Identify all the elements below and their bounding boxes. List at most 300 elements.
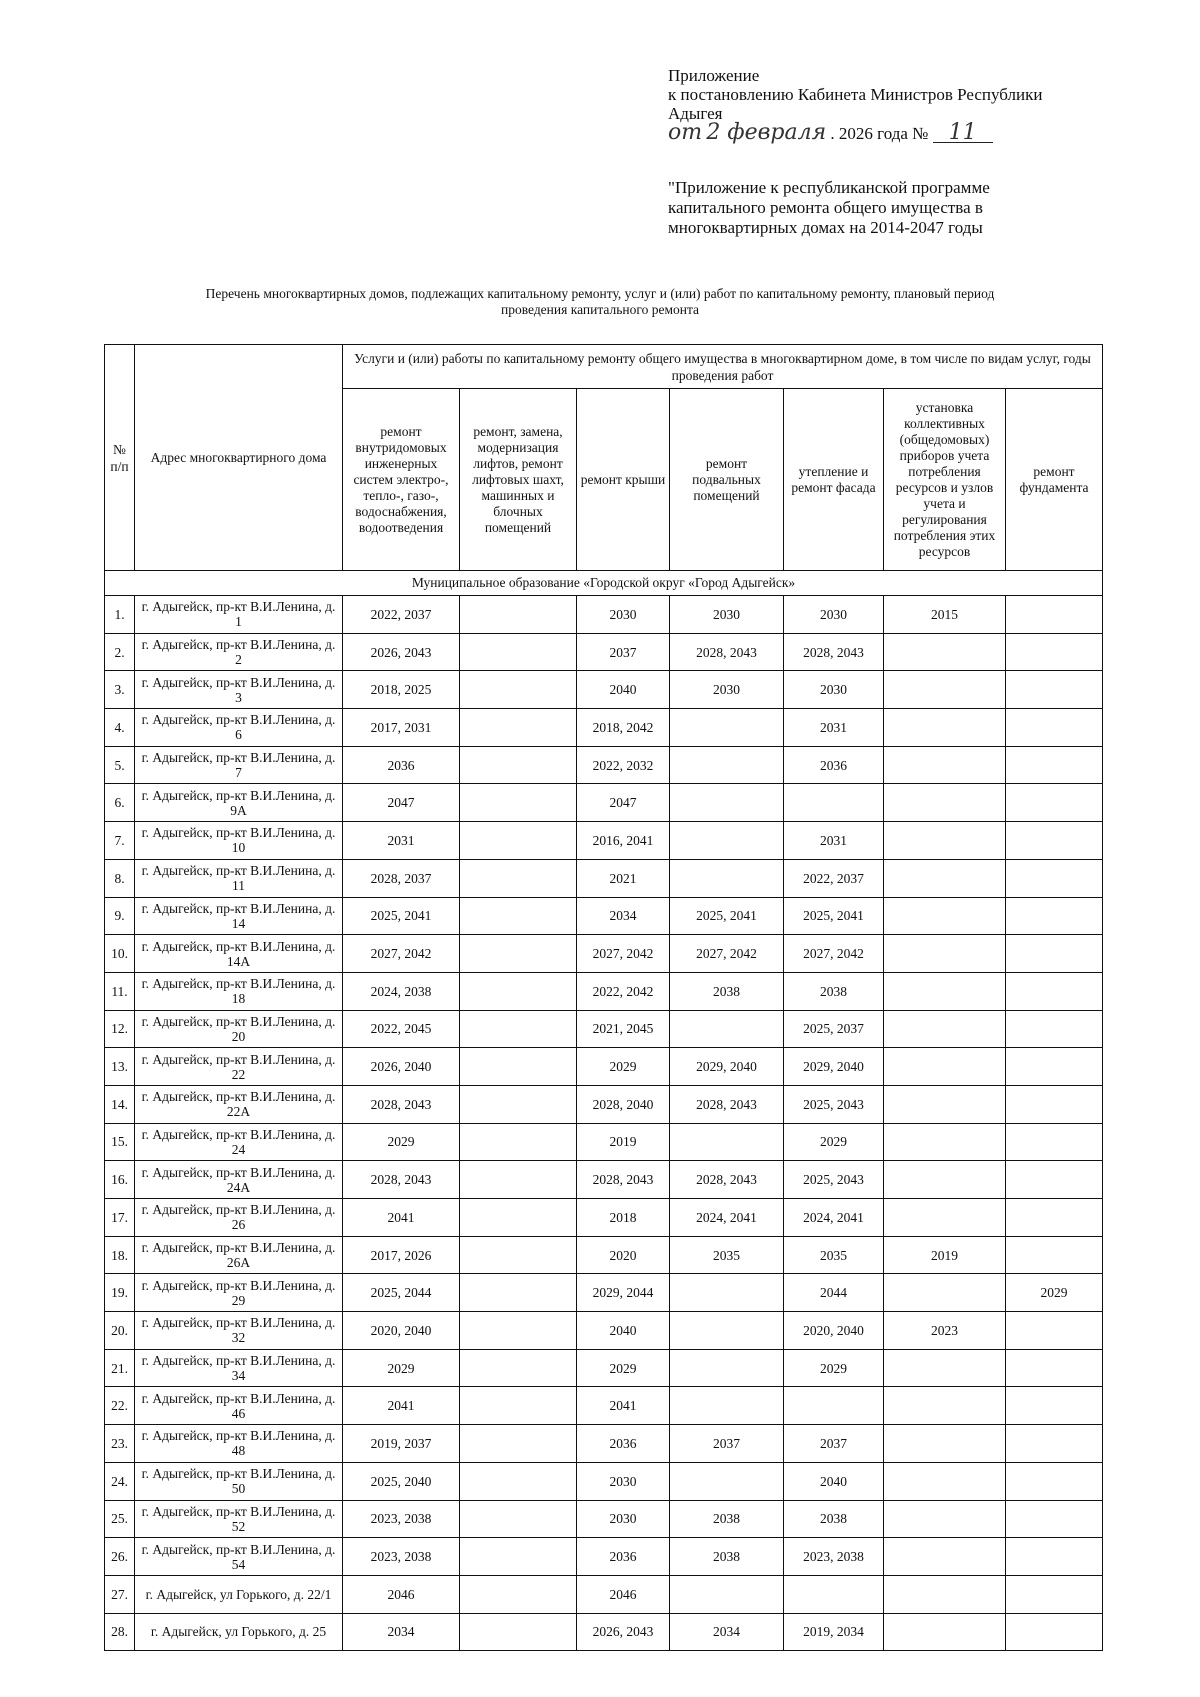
cell-foundation [1006,1312,1103,1350]
row-number: 26. [105,1538,135,1576]
cell-roof: 2047 [577,784,670,822]
cell-meters: 2023 [884,1312,1006,1350]
appendix-header [668,66,1108,143]
cell-facade: 2030 [784,671,884,709]
cell-elevators [460,972,577,1010]
cell-elevators [460,1500,577,1538]
table-row [105,633,1103,671]
col-header-foundation: ремонт фундамента [1006,389,1103,571]
cell-elevators [460,1274,577,1312]
cell-elevators [460,746,577,784]
cell-roof: 2019 [577,1123,670,1161]
col-header-engineering-systems: ремонт внутридомовых инженерных систем электро-, тепло-, газо-, водоснабжения, водоотведения [343,389,460,571]
row-address: г. Адыгейск, пр-кт В.И.Ленина, д. 20 [135,1010,343,1048]
cell-facade: 2030 [784,596,884,634]
cell-engineering-systems: 2029 [343,1349,460,1387]
title-line-2: проведения капитального ремонта [500,302,700,317]
cell-roof: 2034 [577,897,670,935]
cell-elevators [460,1123,577,1161]
cell-basement [670,859,784,897]
row-address: г. Адыгейск, пр-кт В.И.Ленина, д. 22 [135,1048,343,1086]
row-address: г. Адыгейск, пр-кт В.И.Ленина, д. 32 [135,1312,343,1350]
table-row [105,1425,1103,1463]
cell-basement: 2029, 2040 [670,1048,784,1086]
cell-basement: 2037 [670,1425,784,1463]
date-prefix: от [668,120,703,145]
cell-meters [884,709,1006,747]
table-row [105,1575,1103,1613]
row-number: 9. [105,897,135,935]
cell-elevators [460,596,577,634]
cell-engineering-systems: 2017, 2026 [343,1236,460,1274]
cell-elevators [460,859,577,897]
row-address: г. Адыгейск, пр-кт В.И.Ленина, д. 46 [135,1387,343,1425]
cell-elevators [460,671,577,709]
cell-facade: 2029 [784,1123,884,1161]
cell-elevators [460,1613,577,1651]
cell-foundation [1006,1199,1103,1237]
cell-elevators [460,1010,577,1048]
cell-meters [884,1048,1006,1086]
row-address: г. Адыгейск, пр-кт В.И.Ленина, д. 1 [135,596,343,634]
cell-engineering-systems: 2028, 2043 [343,1085,460,1123]
cell-engineering-systems: 2023, 2038 [343,1500,460,1538]
table-row [105,859,1103,897]
cell-foundation [1006,1425,1103,1463]
cell-basement: 2028, 2043 [670,633,784,671]
cell-engineering-systems: 2025, 2040 [343,1462,460,1500]
cell-facade [784,784,884,822]
cell-engineering-systems: 2024, 2038 [343,972,460,1010]
row-number: 21. [105,1349,135,1387]
cell-elevators [460,1538,577,1576]
row-address: г. Адыгейск, пр-кт В.И.Ленина, д. 29 [135,1274,343,1312]
cell-roof: 2029 [577,1048,670,1086]
date-handwritten: 2 февраля [706,120,827,145]
row-address: г. Адыгейск, пр-кт В.И.Ленина, д. 9А [135,784,343,822]
cell-roof: 2041 [577,1387,670,1425]
table-row [105,1123,1103,1161]
cell-foundation [1006,1575,1103,1613]
cell-engineering-systems: 2018, 2025 [343,671,460,709]
col-header-roof: ремонт крыши [577,389,670,571]
appendix-line-1: Приложение [668,66,760,85]
cell-foundation [1006,709,1103,747]
cell-foundation [1006,596,1103,634]
cell-meters [884,1425,1006,1463]
cell-facade: 2035 [784,1236,884,1274]
table-row [105,784,1103,822]
cell-elevators [460,1425,577,1463]
cell-basement: 2030 [670,671,784,709]
cell-foundation [1006,1161,1103,1199]
cell-foundation [1006,1387,1103,1425]
cell-elevators [460,1349,577,1387]
cell-foundation [1006,1462,1103,1500]
quote-line-2: капитального ремонта общего имущества в [668,198,983,217]
cell-facade: 2025, 2043 [784,1085,884,1123]
row-number: 10. [105,935,135,973]
cell-engineering-systems: 2022, 2037 [343,596,460,634]
cell-basement [670,1349,784,1387]
row-address: г. Адыгейск, пр-кт В.И.Ленина, д. 10 [135,822,343,860]
cell-facade: 2025, 2037 [784,1010,884,1048]
table-row [105,1199,1103,1237]
repair-schedule-table [104,344,1103,1651]
cell-facade: 2037 [784,1425,884,1463]
cell-roof: 2022, 2032 [577,746,670,784]
cell-foundation [1006,633,1103,671]
row-number: 11. [105,972,135,1010]
row-number: 22. [105,1387,135,1425]
row-address: г. Адыгейск, пр-кт В.И.Ленина, д. 6 [135,709,343,747]
cell-basement [670,1010,784,1048]
cell-roof: 2037 [577,633,670,671]
cell-meters [884,1538,1006,1576]
row-number: 20. [105,1312,135,1350]
cell-facade: 2023, 2038 [784,1538,884,1576]
cell-meters [884,1500,1006,1538]
cell-basement: 2028, 2043 [670,1161,784,1199]
cell-engineering-systems: 2034 [343,1613,460,1651]
cell-facade: 2022, 2037 [784,859,884,897]
col-header-number: № п/п [105,345,135,571]
cell-meters [884,1387,1006,1425]
table-row [105,972,1103,1010]
cell-roof: 2021 [577,859,670,897]
cell-foundation [1006,746,1103,784]
cell-roof: 2030 [577,596,670,634]
row-address: г. Адыгейск, пр-кт В.И.Ленина, д. 24А [135,1161,343,1199]
cell-roof: 2028, 2040 [577,1085,670,1123]
cell-foundation [1006,1500,1103,1538]
row-number: 13. [105,1048,135,1086]
cell-roof: 2040 [577,1312,670,1350]
cell-roof: 2029 [577,1349,670,1387]
cell-facade: 2038 [784,1500,884,1538]
row-address: г. Адыгейск, ул Горького, д. 22/1 [135,1575,343,1613]
cell-roof: 2016, 2041 [577,822,670,860]
cell-roof: 2027, 2042 [577,935,670,973]
cell-roof: 2030 [577,1500,670,1538]
cell-engineering-systems: 2036 [343,746,460,784]
cell-roof: 2036 [577,1425,670,1463]
cell-basement: 2024, 2041 [670,1199,784,1237]
row-address: г. Адыгейск, ул Горького, д. 25 [135,1613,343,1651]
quote-line-3: многоквартирных домах на 2014-2047 годы [668,218,983,237]
cell-basement [670,1462,784,1500]
appendix-date-line [668,120,1108,145]
cell-meters [884,671,1006,709]
row-address: г. Адыгейск, пр-кт В.И.Ленина, д. 54 [135,1538,343,1576]
cell-basement [670,746,784,784]
table-row [105,1085,1103,1123]
cell-foundation [1006,1085,1103,1123]
cell-roof: 2018, 2042 [577,709,670,747]
table-row [105,1500,1103,1538]
table-row [105,1312,1103,1350]
table-row [105,1048,1103,1086]
row-address: г. Адыгейск, пр-кт В.И.Ленина, д. 48 [135,1425,343,1463]
cell-basement [670,1387,784,1425]
cell-meters [884,1123,1006,1161]
date-suffix: . 2026 года № [830,124,929,143]
cell-elevators [460,1048,577,1086]
row-address: г. Адыгейск, пр-кт В.И.Ленина, д. 24 [135,1123,343,1161]
col-header-elevators: ремонт, замена, модернизация лифтов, ремонт лифтовых шахт, машинных и блочных помещений [460,389,577,571]
row-number: 23. [105,1425,135,1463]
row-address: г. Адыгейск, пр-кт В.И.Ленина, д. 22А [135,1085,343,1123]
cell-facade: 2029, 2040 [784,1048,884,1086]
row-number: 5. [105,746,135,784]
cell-basement: 2038 [670,1500,784,1538]
row-number: 3. [105,671,135,709]
row-number: 27. [105,1575,135,1613]
cell-meters [884,1085,1006,1123]
cell-basement: 2035 [670,1236,784,1274]
row-number: 6. [105,784,135,822]
col-header-facade: утепление и ремонт фасада [784,389,884,571]
cell-engineering-systems: 2047 [343,784,460,822]
cell-meters [884,784,1006,822]
cell-elevators [460,1575,577,1613]
cell-meters [884,1462,1006,1500]
cell-basement: 2025, 2041 [670,897,784,935]
municipality-row: Муниципальное образование «Городской округ «Город Адыгейск» [105,571,1103,596]
table-row [105,1387,1103,1425]
cell-facade: 2038 [784,972,884,1010]
row-number: 12. [105,1010,135,1048]
cell-elevators [460,1236,577,1274]
cell-facade: 2025, 2043 [784,1161,884,1199]
cell-facade: 2025, 2041 [784,897,884,935]
cell-engineering-systems: 2041 [343,1199,460,1237]
table-row [105,746,1103,784]
row-number: 25. [105,1500,135,1538]
cell-roof: 2036 [577,1538,670,1576]
cell-meters [884,1575,1006,1613]
table-row [105,671,1103,709]
cell-elevators [460,1387,577,1425]
cell-meters [884,1349,1006,1387]
cell-engineering-systems: 2022, 2045 [343,1010,460,1048]
table-row [105,822,1103,860]
document-title [120,286,1080,318]
cell-engineering-systems: 2027, 2042 [343,935,460,973]
cell-foundation [1006,671,1103,709]
cell-elevators [460,633,577,671]
cell-engineering-systems: 2019, 2037 [343,1425,460,1463]
cell-meters [884,859,1006,897]
cell-basement [670,822,784,860]
cell-facade: 2027, 2042 [784,935,884,973]
cell-facade: 2029 [784,1349,884,1387]
cell-basement [670,784,784,822]
title-line-1: Перечень многоквартирных домов, подлежащих капитальному ремонту, услуг и (или) работ по капитальному ремонту, плановый период [205,286,995,301]
table-row [105,596,1103,634]
row-address: г. Адыгейск, пр-кт В.И.Ленина, д. 26А [135,1236,343,1274]
cell-elevators [460,822,577,860]
table-row [105,709,1103,747]
cell-foundation [1006,1236,1103,1274]
cell-facade: 2028, 2043 [784,633,884,671]
table-row [105,1538,1103,1576]
cell-basement: 2034 [670,1613,784,1651]
cell-basement: 2038 [670,972,784,1010]
cell-roof: 2021, 2045 [577,1010,670,1048]
cell-foundation [1006,1349,1103,1387]
cell-foundation: 2029 [1006,1274,1103,1312]
col-header-meters: установка коллективных (общедомовых) приборов учета потребления ресурсов и узлов учета и регулирования потребления этих ресурсов [884,389,1006,571]
cell-foundation [1006,972,1103,1010]
cell-facade: 2036 [784,746,884,784]
row-number: 7. [105,822,135,860]
cell-foundation [1006,897,1103,935]
row-number: 14. [105,1085,135,1123]
table-row [105,1613,1103,1651]
cell-foundation [1006,1048,1103,1086]
row-address: г. Адыгейск, пр-кт В.И.Ленина, д. 11 [135,859,343,897]
cell-foundation [1006,784,1103,822]
cell-engineering-systems: 2020, 2040 [343,1312,460,1350]
table-row [105,1010,1103,1048]
cell-engineering-systems: 2017, 2031 [343,709,460,747]
cell-engineering-systems: 2025, 2044 [343,1274,460,1312]
cell-roof: 2040 [577,671,670,709]
cell-roof: 2020 [577,1236,670,1274]
cell-engineering-systems: 2026, 2040 [343,1048,460,1086]
row-address: г. Адыгейск, пр-кт В.И.Ленина, д. 14А [135,935,343,973]
cell-facade: 2031 [784,709,884,747]
cell-meters [884,1274,1006,1312]
row-number: 4. [105,709,135,747]
cell-basement [670,1123,784,1161]
cell-meters [884,746,1006,784]
table-row [105,1349,1103,1387]
cell-foundation [1006,935,1103,973]
table-row [105,1274,1103,1312]
cell-meters [884,1010,1006,1048]
cell-roof: 2028, 2043 [577,1161,670,1199]
program-quote [668,178,1108,238]
cell-roof: 2018 [577,1199,670,1237]
cell-meters [884,1613,1006,1651]
cell-elevators [460,709,577,747]
row-number: 2. [105,633,135,671]
cell-facade: 2031 [784,822,884,860]
group-header-services: Услуги и (или) работы по капитальному ремонту общего имущества в многоквартирном доме, в том числе по видам услуг, годы проведения работ [343,345,1103,389]
row-address: г. Адыгейск, пр-кт В.И.Ленина, д. 3 [135,671,343,709]
cell-engineering-systems: 2041 [343,1387,460,1425]
cell-meters [884,1161,1006,1199]
cell-roof: 2046 [577,1575,670,1613]
cell-meters [884,935,1006,973]
row-address: г. Адыгейск, пр-кт В.И.Ленина, д. 7 [135,746,343,784]
cell-facade: 2020, 2040 [784,1312,884,1350]
cell-engineering-systems: 2023, 2038 [343,1538,460,1576]
row-number: 24. [105,1462,135,1500]
cell-elevators [460,1085,577,1123]
cell-engineering-systems: 2031 [343,822,460,860]
cell-foundation [1006,1538,1103,1576]
cell-meters: 2015 [884,596,1006,634]
cell-facade: 2044 [784,1274,884,1312]
cell-basement: 2038 [670,1538,784,1576]
cell-roof: 2030 [577,1462,670,1500]
row-address: г. Адыгейск, пр-кт В.И.Ленина, д. 2 [135,633,343,671]
cell-basement: 2027, 2042 [670,935,784,973]
row-address: г. Адыгейск, пр-кт В.И.Ленина, д. 18 [135,972,343,1010]
cell-basement: 2030 [670,596,784,634]
cell-basement: 2028, 2043 [670,1085,784,1123]
row-number: 1. [105,596,135,634]
row-address: г. Адыгейск, пр-кт В.И.Ленина, д. 52 [135,1500,343,1538]
cell-engineering-systems: 2028, 2043 [343,1161,460,1199]
cell-meters [884,972,1006,1010]
row-address: г. Адыгейск, пр-кт В.И.Ленина, д. 14 [135,897,343,935]
cell-facade: 2024, 2041 [784,1199,884,1237]
row-address: г. Адыгейск, пр-кт В.И.Ленина, д. 50 [135,1462,343,1500]
cell-facade [784,1575,884,1613]
cell-basement [670,709,784,747]
table-row [105,897,1103,935]
cell-meters [884,633,1006,671]
cell-engineering-systems: 2026, 2043 [343,633,460,671]
cell-facade: 2040 [784,1462,884,1500]
cell-basement [670,1274,784,1312]
cell-elevators [460,897,577,935]
cell-elevators [460,1161,577,1199]
row-number: 28. [105,1613,135,1651]
cell-meters [884,1199,1006,1237]
cell-basement [670,1575,784,1613]
cell-elevators [460,935,577,973]
row-number: 19. [105,1274,135,1312]
cell-elevators [460,1312,577,1350]
table-row [105,935,1103,973]
row-number: 17. [105,1199,135,1237]
table-row [105,1236,1103,1274]
cell-roof: 2029, 2044 [577,1274,670,1312]
cell-elevators [460,1199,577,1237]
document-number: 11 [933,123,993,143]
cell-basement [670,1312,784,1350]
table-row [105,1462,1103,1500]
quote-line-1: "Приложение к республиканской программе [668,178,990,197]
cell-foundation [1006,1613,1103,1651]
table-row [105,1161,1103,1199]
row-address: г. Адыгейск, пр-кт В.И.Ленина, д. 34 [135,1349,343,1387]
row-number: 15. [105,1123,135,1161]
row-address: г. Адыгейск, пр-кт В.И.Ленина, д. 26 [135,1199,343,1237]
cell-foundation [1006,1123,1103,1161]
cell-engineering-systems: 2029 [343,1123,460,1161]
row-number: 8. [105,859,135,897]
col-header-address: Адрес многоквартирного дома [135,345,343,571]
cell-meters [884,897,1006,935]
cell-engineering-systems: 2025, 2041 [343,897,460,935]
cell-meters: 2019 [884,1236,1006,1274]
cell-foundation [1006,1010,1103,1048]
cell-foundation [1006,822,1103,860]
cell-roof: 2022, 2042 [577,972,670,1010]
appendix-line-3: Адыгея [668,104,723,123]
cell-facade [784,1387,884,1425]
cell-roof: 2026, 2043 [577,1613,670,1651]
row-number: 18. [105,1236,135,1274]
cell-engineering-systems: 2028, 2037 [343,859,460,897]
cell-meters [884,822,1006,860]
